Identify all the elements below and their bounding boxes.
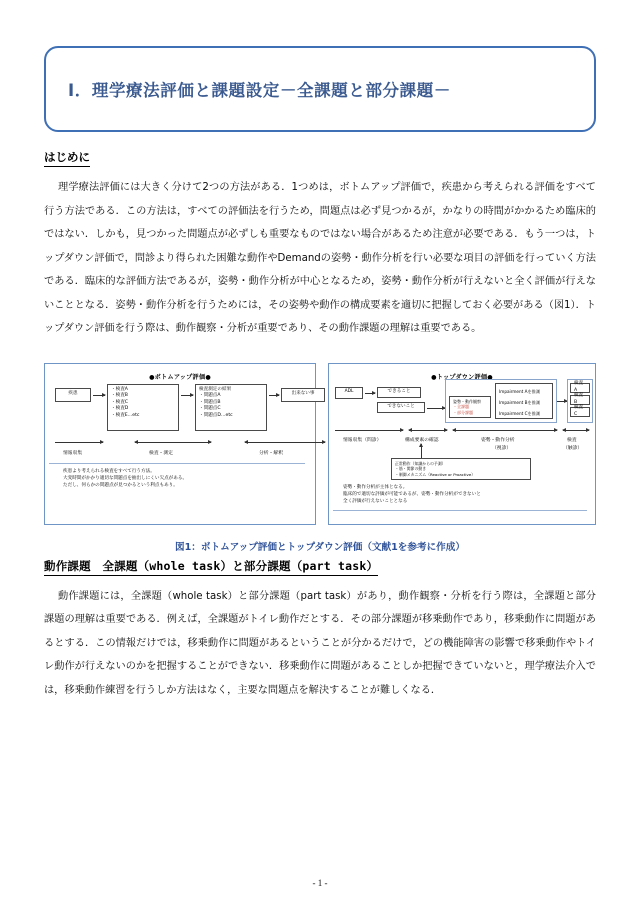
figure-top-down-title: ●トップダウン評価● <box>431 373 493 381</box>
element-title: 姿勢・動作観察 <box>453 398 481 404</box>
phase-label-info: 情報収集 <box>63 450 83 456</box>
top-down-note-line: 臨床的で適切な評価が可能であるが、姿勢・動作分析ができないと <box>343 491 481 497</box>
bottom-up-end-label: 出来ない事 <box>291 391 315 397</box>
test-item: ・検査D <box>111 406 129 412</box>
title-banner <box>44 46 596 132</box>
arrow-impairment-to-tests <box>557 401 567 402</box>
test-item: ・検査A <box>111 386 128 392</box>
section-heading-motor-task: 動作課題 全課題（whole task）と部分課題（part task） <box>44 559 378 576</box>
bottom-up-results-box <box>195 384 267 431</box>
top-down-test-box <box>570 404 590 417</box>
phase-arrow-motion <box>453 430 557 431</box>
impairment-item: Impairment Bを推測 <box>499 399 541 405</box>
bottom-up-note-line: ただし、何らかの問題点が見つかるという利点もあり。 <box>63 482 178 488</box>
phase-label-analysis: 分析・解釈 <box>259 450 283 456</box>
section-heading-introduction: はじめに <box>44 150 90 167</box>
figure-caption: 図1：ボトムアップ評価とトップダウン評価（文献1を参考に作成） <box>175 541 465 553</box>
can-label: できること <box>387 388 411 394</box>
result-item: ・問題点B <box>199 399 221 405</box>
element-item: ・部分課題 <box>453 409 473 415</box>
figure-container <box>44 363 596 525</box>
result-item: ・問題点C <box>199 406 221 412</box>
paragraph-text: 理学療法評価には大きく分けて2つの方法がある．1つめは，ボトムアップ評価で，疾患から考えられる評価をすべて行う方法である．この方法は，すべての評価法を行うため，問題点は必ず見つかるが，かなりの時間がかかるため臨床的ではない．しかも，見つかった問題点が必ずしも重要なものではない場合があるため注意が必要である．もう一つは，トップダウン評価で，問診より得られた困難な動作やDemandの姿勢・動作分析を行い必要な項目の評価を行っていく方法である．臨床的な評価方法であるが，姿勢・動作分析が中心となるため，姿勢・動作分析が行えないと全く評価が行えないこととなる．姿勢・動作分析を行うためには，その姿勢や動作の構成要素を適切に把握しておく必要がある（図1）．トップダウン評価を行う際は、動作観察・分析が重要であり、その動作課題の理解は重要である。 <box>44 182 596 334</box>
paragraph-introduction <box>44 176 596 341</box>
phase-label-info: 情報収集（問診） <box>343 437 382 443</box>
bottom-up-note-line: 大変時間がかかり適切な問題点を抽出しにくい欠点がある。 <box>63 475 188 481</box>
top-down-test-box <box>570 392 590 405</box>
phase-sublabel-motion: （視診） <box>492 445 512 451</box>
bottom-up-start-label: 疾患 <box>68 391 78 397</box>
paragraph-motor-task <box>44 585 596 703</box>
figure-top-down <box>328 363 596 525</box>
test-item: ・検査E…etc <box>111 412 140 418</box>
phase-sublabel-exam: （触診） <box>563 445 583 451</box>
results-title: 検査測定の結果 <box>199 386 232 392</box>
top-down-impairment-box <box>495 383 553 419</box>
element-item: ・全課題 <box>453 404 469 410</box>
phase-arrow-measure <box>135 442 211 443</box>
knowledge-title: 正常動作（知識からの予測） <box>395 460 446 466</box>
phase-label-measure: 検査・測定 <box>149 450 173 456</box>
top-down-element-box <box>449 396 491 418</box>
test-item: ・検査B <box>111 393 128 399</box>
bottom-up-note-line: 疾患より考えられる検査をすべて行う方法。 <box>63 468 155 474</box>
test-item: ・検査C <box>111 399 128 405</box>
bottom-up-tests-box <box>107 384 179 431</box>
top-down-test-box <box>570 380 590 393</box>
top-down-note-line: 姿勢・動作分析が主体となる。 <box>343 484 408 490</box>
bottom-up-end-box <box>281 388 325 402</box>
top-down-start-box <box>335 387 363 399</box>
phase-arrow-elements <box>409 430 447 431</box>
phase-arrow-exam <box>563 430 589 431</box>
figure-bottom-up <box>44 363 316 525</box>
phase-arrow-info <box>335 430 403 431</box>
figure-divider <box>49 463 305 464</box>
impairment-item: Impairment Aを推測 <box>499 388 541 394</box>
arrow-results-to-end <box>269 395 279 396</box>
arrow-knowledge-up <box>421 444 422 458</box>
test-label: 検査C <box>574 404 584 417</box>
top-down-knowledge-box <box>391 458 531 480</box>
phase-arrow-analysis <box>245 442 325 443</box>
page-title: Ⅰ．理学療法評価と課題設定－全課題と部分課題－ <box>68 81 451 100</box>
phase-label-motion: 姿勢・動作分析 <box>481 437 515 443</box>
arrow-tests-to-results <box>181 395 193 396</box>
result-item: ・問題点A <box>199 393 221 399</box>
test-label: 検査A <box>574 380 584 393</box>
phase-label-elements: 構成要素の確認 <box>405 437 439 443</box>
knowledge-item: ・制御メカニズム（Reactive or Proactive） <box>395 472 476 478</box>
result-item: ・問題点D…etc <box>199 412 233 418</box>
cannot-label: できないこと <box>387 403 415 409</box>
arrow-cannot-to-element <box>427 408 445 409</box>
top-down-cannot-box <box>377 402 425 413</box>
impairment-item: Impairment Cを推測 <box>499 410 541 416</box>
figure-divider <box>333 510 587 511</box>
bottom-up-start-box <box>55 388 91 402</box>
knowledge-item: ・筋・関節の動き <box>395 466 427 472</box>
top-down-can-box <box>377 387 421 398</box>
paragraph-text: 動作課題には，全課題（whole task）と部分課題（part task）があり，動作観察・分析を行う際は，全課題と部分課題の理解は重要である．例えば，全課題がトイレ動作だとする．その部分課題が移乗動作であり，移乗動作に問題があるとする．この情報だけでは，移乗動作に問題があるということが分かるだけで，どの機能障害の影響で移乗動作やトイレ動作が行えないのかを把握することができない．移乗動作に問題があることしか把握できていないと，理学療法介入では，移乗動作練習を行うしか方法はなく，主要な問題点を解決することが難しくなる． <box>44 590 596 696</box>
page-number: - 1 - <box>312 878 328 888</box>
top-down-note-line: 全く評価が行えないこととなる <box>343 498 408 504</box>
phase-label-exam: 検査 <box>567 437 577 443</box>
test-label: 検査B <box>574 392 584 405</box>
figure-bottom-up-title: ●ボトムアップ評価● <box>149 373 211 381</box>
arrow-start-to-tests <box>93 395 105 396</box>
arrow-adl-to-can <box>365 393 375 394</box>
top-down-start-label: ADL <box>344 389 354 395</box>
phase-arrow-info <box>55 442 103 443</box>
